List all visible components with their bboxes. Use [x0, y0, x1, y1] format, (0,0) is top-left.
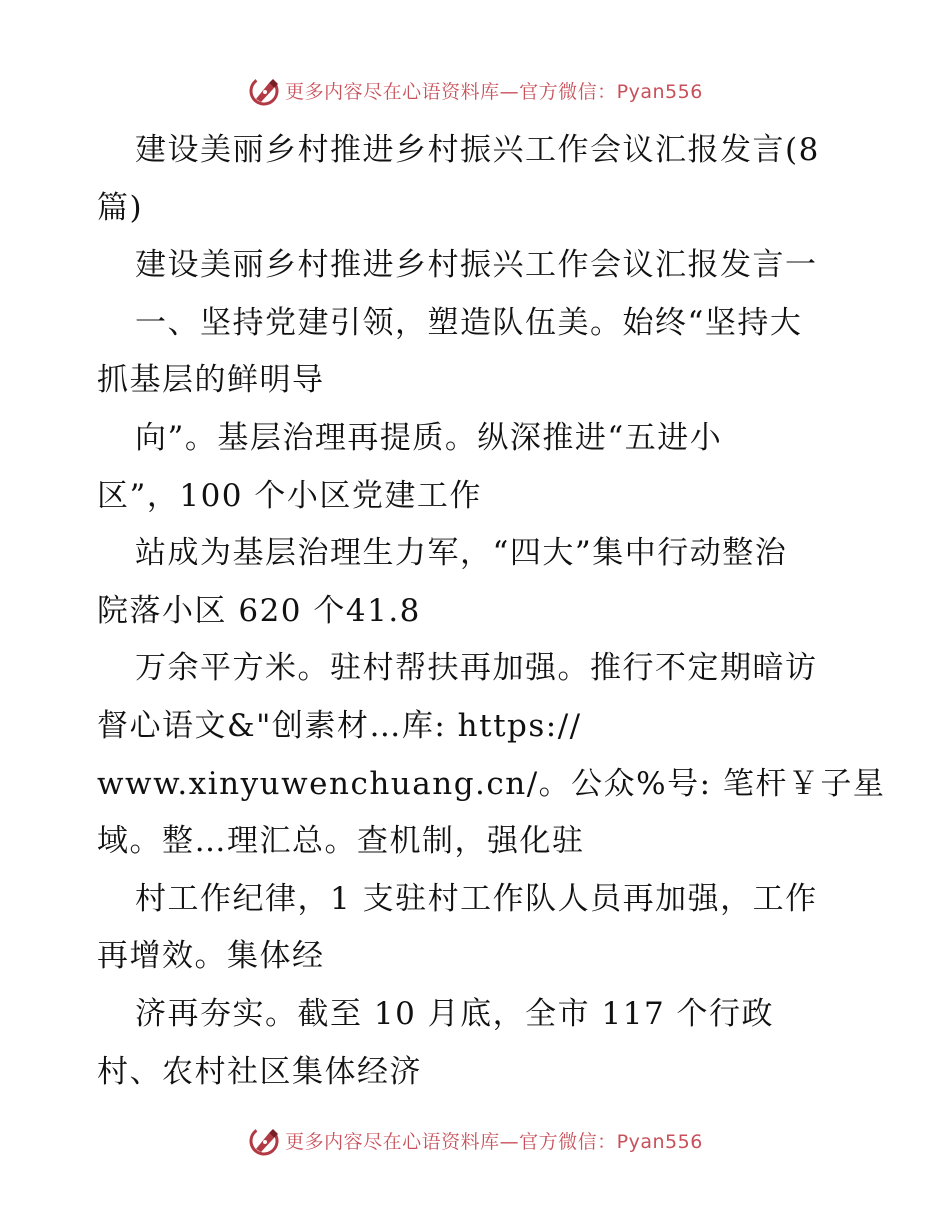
document-line: 督心语文&"创素材…库: https://: [97, 707, 582, 744]
document-line: 院落小区 620 个41.8: [97, 592, 421, 629]
document-line: 济再夯实。截至 10 月底，全市 117 个行政: [135, 995, 775, 1032]
document-line: 再增效。集体经: [97, 938, 325, 975]
pen-nib-logo-icon: [247, 73, 281, 107]
document-line: 村、农村社区集体经济: [97, 1053, 422, 1090]
document-body: [97, 122, 886, 1101]
document-line: 万余平方米。驻村帮扶再加强。推行不定期暗访: [135, 650, 818, 687]
document-line: 抓基层的鲜明导: [97, 362, 325, 399]
footer-banner: [0, 1120, 950, 1160]
pen-nib-logo-icon: [247, 1123, 281, 1157]
footer-banner-text: 更多内容尽在心语资料库—官方微信：Pyan556: [285, 1130, 703, 1153]
document-line: 村工作纪律，1 支驻村工作队人员再加强，工作: [135, 880, 818, 917]
document-line: 向”。基层治理再提质。纵深推进“五进小: [135, 419, 723, 456]
document-line: 区”，100 个小区党建工作: [97, 477, 482, 514]
document-line: 建设美丽乡村推进乡村振兴工作会议汇报发言一: [135, 247, 818, 284]
document-line: www.xinyuwenchuang.cn/。公众%号: 笔杆￥子星: [97, 765, 886, 802]
document-line: 站成为基层治理生力军，“四大”集中行动整治: [135, 535, 788, 572]
document-line: 域。整…理汇总。查机制，强化驻: [97, 823, 585, 860]
document-line: 建设美丽乡村推进乡村振兴工作会议汇报发言(8: [135, 132, 820, 168]
document-line: 一、坚持党建引领，塑造队伍美。始终“坚持大: [135, 304, 803, 341]
header-banner-text: 更多内容尽在心语资料库—官方微信：Pyan556: [285, 80, 703, 103]
header-banner: [0, 70, 950, 110]
document-line: 篇): [97, 189, 144, 226]
